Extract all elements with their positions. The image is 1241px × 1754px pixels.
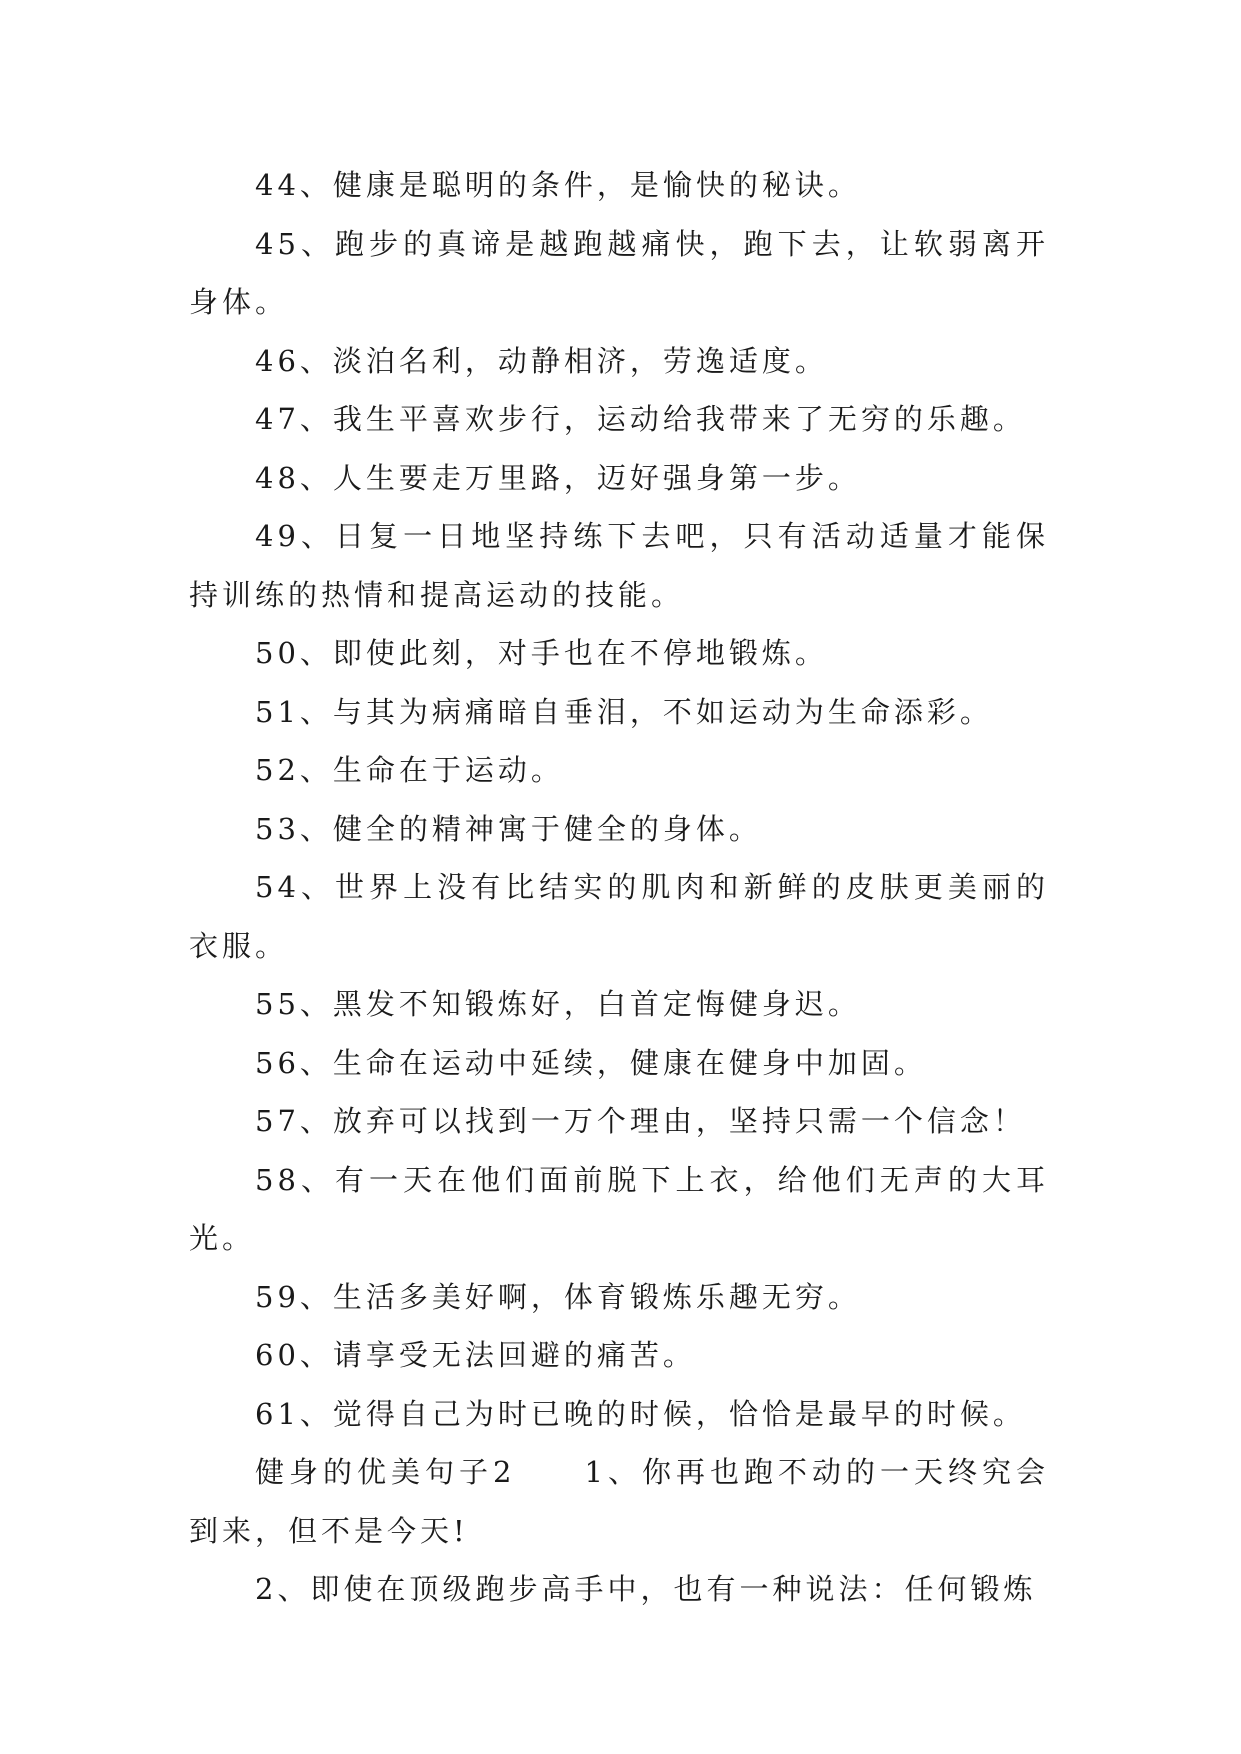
paragraph-53: 53、健全的精神寓于健全的身体。 — [255, 811, 762, 846]
document-body — [189, 156, 1049, 1619]
paragraph-51: 51、与其为病痛暗自垂泪，不如运动为生命添彩。 — [255, 694, 993, 729]
paragraph-45: 45、跑步的真谛是越跑越痛快，跑下去，让软弱离开身体。 — [189, 226, 1049, 319]
paragraph-55: 55、黑发不知锻炼好，白首定悔健身迟。 — [255, 987, 861, 1021]
paragraph-54: 54、世界上没有比结实的肌肉和新鲜的皮肤更美丽的衣服。 — [189, 870, 1049, 963]
paragraph-52: 52、生命在于运动。 — [255, 753, 564, 787]
paragraph-58: 58、有一天在他们面前脱下上衣，给他们无声的大耳光。 — [189, 1162, 1049, 1255]
paragraph-56: 56、生命在运动中延续，健康在健身中加固。 — [255, 1045, 927, 1080]
paragraph-50: 50、即使此刻，对手也在不停地锻炼。 — [255, 636, 828, 670]
paragraph-48: 48、人生要走万里路，迈好强身第一步。 — [255, 460, 861, 495]
paragraph-57: 57、放弃可以找到一万个理由，坚持只需一个信念！ — [255, 1104, 1026, 1138]
paragraph-47: 47、我生平喜欢步行，运动给我带来了无穷的乐趣。 — [255, 402, 1026, 436]
paragraph-60: 60、请享受无法回避的痛苦。 — [255, 1338, 696, 1372]
paragraph-46: 46、淡泊名利，动静相济，劳逸适度。 — [255, 343, 828, 378]
paragraph-2: 2、即使在顶级跑步高手中，也有一种说法：任何锻炼 — [255, 1572, 1037, 1606]
paragraph-61: 61、觉得自己为时已晚的时候，恰恰是最早的时候。 — [255, 1396, 1026, 1431]
section-heading-paragraph: 健身的优美句子2 1、你再也跑不动的一天终究会到来，但不是今天! — [189, 1455, 1049, 1548]
paragraph-44: 44、健康是聪明的条件，是愉快的秘诀。 — [255, 168, 861, 202]
paragraph-49: 49、日复一日地坚持练下去吧，只有活动适量才能保持训练的热情和提高运动的技能。 — [189, 519, 1049, 612]
paragraph-59: 59、生活多美好啊，体育锻炼乐趣无穷。 — [255, 1279, 861, 1314]
